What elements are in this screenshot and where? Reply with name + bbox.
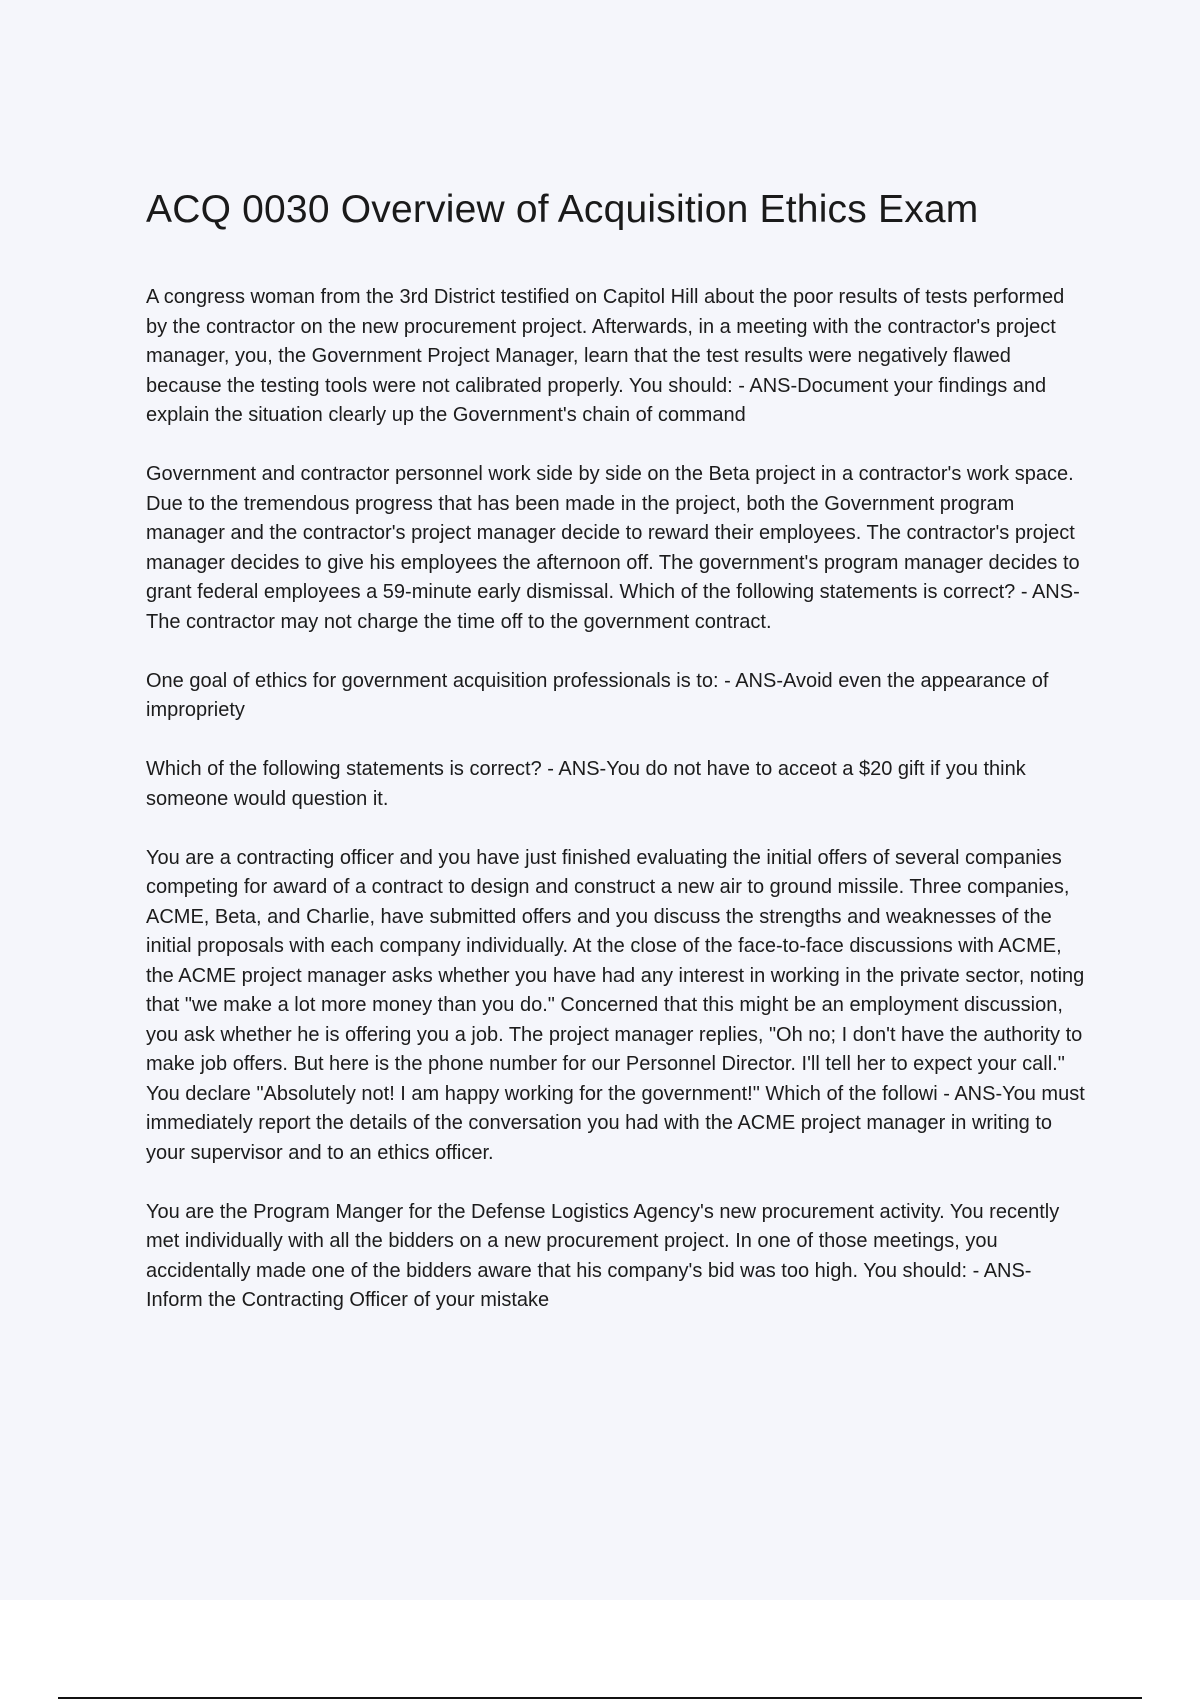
qa-item-2 (146, 460, 1086, 637)
answer-text: ANS-The contractor may not charge the time off to the government contract. (146, 581, 1080, 633)
qa-item-3 (146, 667, 1086, 726)
answer-text: ANS-Document your findings and explain the situation clearly up the Government's chain of command (146, 374, 1047, 426)
footer-divider (58, 1697, 1142, 1699)
qa-item-6 (146, 1198, 1086, 1316)
question-text: You are a contracting officer and you have just finished evaluating the initial offers of several companies competing for award of a contract to design and construct a new air to ground missile. Three companies, ACME, Beta, and Charlie, have submitted offers and you discuss the strengths and weaknesses of the initial proposals with each company individually. At the close of the face-to-face discussions with ACME, the ACME project manager asks whether you have had any interest in working in the private sector, noting that "we make a lot more money than you do." Concerned that this might be an employment discussion, you ask whether he is offering you a job. The project manager replies, "Oh no; I don't have the authority to make job offers. But here is the phone number for our Personnel Director. I'll tell her to expect your call." You declare "Absolutely not! I am happy working for the government!" Which of the followi - (146, 846, 1085, 1105)
answer-text: ANS-Avoid even the appearance of impropriety (146, 669, 1049, 721)
question-text: Which of the following statements is correct? - (146, 758, 554, 780)
question-text: You are the Program Manger for the Defense Logistics Agency's new procurement activity. You recently met individually with all the bidders on a new procurement project. In one of those meetings, you accidentally made one of the bidders aware that his company's bid was too high. You should: - (146, 1200, 1060, 1282)
qa-item-1 (146, 283, 1086, 431)
question-text: Government and contractor personnel work side by side on the Beta project in a contractor's work space. Due to the tremendous progress that has been made in the project, both the Government program manager and the contractor's project manager decide to reward their employees. The contractor's project manager decides to give his employees the afternoon off. The government's program manager decides to grant federal employees a 59-minute early dismissal. Which of the following statements is correct? - (146, 463, 1080, 603)
question-text: A congress woman from the 3rd District testified on Capitol Hill about the poor results of tests performed by the contractor on the new procurement project. Afterwards, in a meeting with the contractor's project manager, you, the Government Project Manager, learn that the test results were negatively flawed because the testing tools were not calibrated properly. You should: - (146, 286, 1065, 397)
question-text: One goal of ethics for government acquisition professionals is to: - (146, 669, 731, 692)
document-content (146, 186, 1086, 1345)
answer-text: ANS-You must immediately report the details of the conversation you had with the ACME project manager in writing to your supervisor and to an ethics officer. (146, 1082, 1085, 1164)
document-title: ACQ 0030 Overview of Acquisition Ethics Exam (146, 188, 979, 231)
qa-item-5 (146, 844, 1086, 1169)
answer-text: ANS-Inform the Contracting Officer of your mistake (146, 1259, 1032, 1311)
qa-item-4 (146, 755, 1086, 814)
answer-text: ANS-You do not have to acceot a $20 gift if you think someone would question it. (146, 758, 1026, 810)
